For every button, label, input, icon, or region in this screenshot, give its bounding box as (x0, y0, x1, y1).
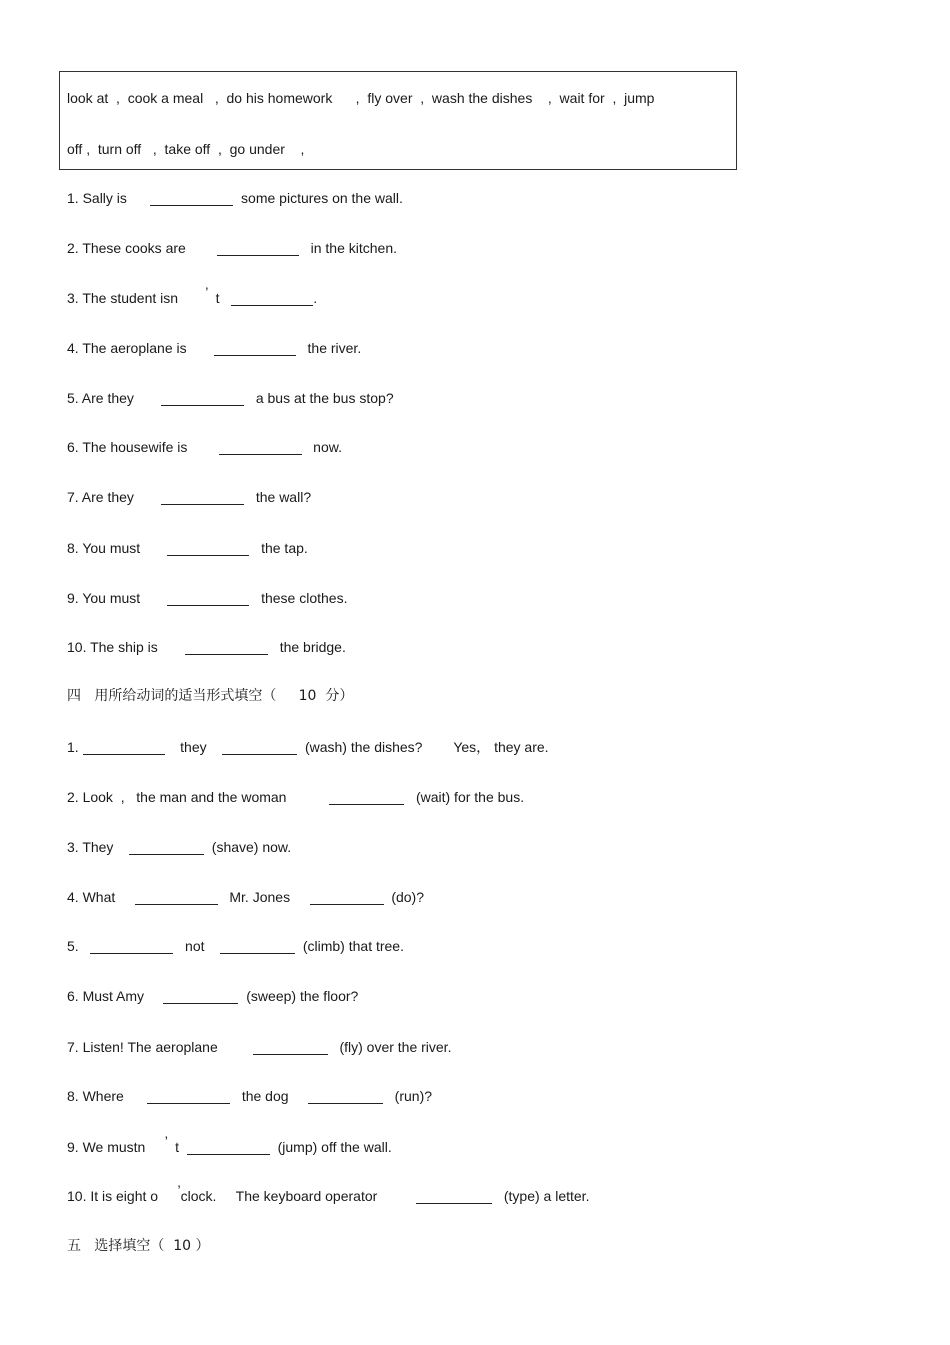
exercise-item: 6. Must Amy (sweep) the floor? (67, 988, 359, 1004)
word-bank-box (59, 71, 737, 170)
answer-blank[interactable] (329, 790, 404, 805)
exercise-item: 5. Are they a bus at the bus stop? (67, 390, 394, 406)
exercise-item: 8. You must the tap. (67, 540, 308, 556)
exercise-item: 3. The student isn ’ t . (67, 284, 318, 306)
exercise-item: 2. Look , the man and the woman (wait) for the bus. (67, 789, 525, 805)
exercise-item: 10. The ship is the bridge. (67, 639, 346, 655)
answer-blank[interactable] (222, 740, 297, 755)
answer-blank[interactable] (416, 1189, 492, 1204)
answer-blank[interactable] (135, 890, 218, 905)
answer-blank[interactable] (147, 1089, 230, 1104)
answer-blank[interactable] (253, 1040, 328, 1055)
answer-blank[interactable] (214, 341, 296, 356)
exercise-item: 9. You must these clothes. (67, 590, 348, 606)
exercise-item: 1. Sally is some pictures on the wall. (67, 190, 403, 206)
exercise-item: 7. Are they the wall? (67, 489, 312, 505)
exercise-item: 10. It is eight o ’clock. The keyboard operator (type) a letter. (67, 1182, 590, 1204)
section-heading: 五 选择填空（ 10 ） (67, 1238, 210, 1254)
answer-blank[interactable] (220, 939, 295, 954)
answer-blank[interactable] (161, 490, 244, 505)
section-heading: 四 用所给动词的适当形式填空（ 10 分） (67, 688, 354, 704)
answer-blank[interactable] (167, 541, 249, 556)
answer-blank[interactable] (231, 291, 313, 306)
answer-blank[interactable] (163, 989, 238, 1004)
answer-blank[interactable] (219, 440, 302, 455)
answer-blank[interactable] (150, 191, 233, 206)
answer-blank[interactable] (310, 890, 384, 905)
answer-blank[interactable] (90, 939, 173, 954)
answer-blank[interactable] (167, 591, 249, 606)
exercise-item: 3. They (shave) now. (67, 839, 292, 855)
answer-blank[interactable] (308, 1089, 383, 1104)
exercise-item: 1. they (wash) the dishes? Yes， they are. (67, 739, 549, 755)
exercise-item: 9. We mustn ’ t (jump) off the wall. (67, 1133, 392, 1155)
exercise-item: 8. Where the dog (run)? (67, 1088, 433, 1104)
exercise-item: 2. These cooks are in the kitchen. (67, 240, 397, 256)
exercise-item: 4. What Mr. Jones (do)? (67, 889, 424, 905)
answer-blank[interactable] (185, 640, 268, 655)
word-bank-line-2: off , turn off , take off , go under , (67, 141, 305, 157)
answer-blank[interactable] (129, 840, 204, 855)
answer-blank[interactable] (217, 241, 299, 256)
exercise-item: 5. not (climb) that tree. (67, 938, 404, 954)
word-bank-line-1: look at , cook a meal , do his homework , fly over , wash the dishes , wait for , jump (67, 90, 655, 106)
exercise-item: 7. Listen! The aeroplane (fly) over the river. (67, 1039, 452, 1055)
answer-blank[interactable] (83, 740, 165, 755)
exercise-item: 6. The housewife is now. (67, 439, 342, 455)
exercise-item: 4. The aeroplane is the river. (67, 340, 362, 356)
answer-blank[interactable] (161, 391, 244, 406)
answer-blank[interactable] (187, 1140, 270, 1155)
